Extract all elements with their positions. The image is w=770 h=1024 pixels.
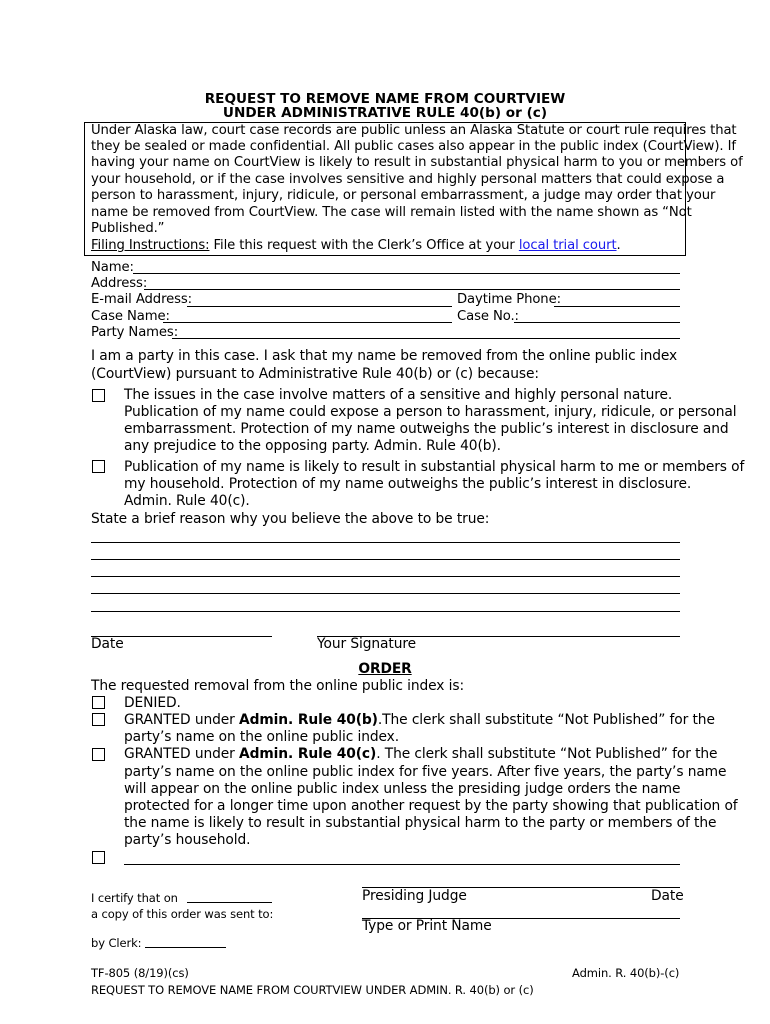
order-intro: The requested removal from the online public index is:: [91, 678, 464, 694]
case-no-label: Case No.:: [457, 309, 519, 324]
granted-40b-line-1: GRANTED under Admin. Rule 40(b).The clerk shall substitute “Not Published” for the: [124, 712, 715, 728]
certify-date-field[interactable]: [187, 902, 272, 903]
intro-line-7: Published.”: [91, 221, 165, 236]
filing-instructions-text: File this request with the Clerk’s Office at your: [209, 238, 519, 253]
daytime-phone-field[interactable]: [554, 306, 680, 307]
reason-line-1[interactable]: [91, 542, 680, 543]
granted-40c-line-6: party’s household.: [124, 832, 251, 848]
option-40b-line-2: Publication of my name could expose a person to harassment, injury, ridicule, or personal: [124, 404, 737, 420]
granted-40c-line-5: the name is likely to result in substantial physical harm to the party or members of the: [124, 815, 717, 831]
intro-line-4: your household, or if the case involves sensitive and highly personal matters that could expose a: [91, 172, 725, 187]
certify-label: I certify that on: [91, 891, 178, 905]
intro-line-2: they be sealed or made confidential. All public cases also appear in the public index (CourtView). If: [91, 139, 736, 154]
copy-sent-label: a copy of this order was sent to:: [91, 907, 274, 921]
order-heading: ORDER: [358, 661, 412, 677]
name-label: Name:: [91, 260, 134, 275]
intro-line-5: person to harassment, injury, ridicule, or personal embarrassment, a judge may order that your: [91, 188, 716, 203]
granted-40b-line-2: party’s name on the online public index.: [124, 729, 400, 745]
reason-line-3[interactable]: [91, 576, 680, 577]
request-line-2: (CourtView) pursuant to Administrative Rule 40(b) or (c) because:: [91, 366, 539, 382]
option-40c-line-3: Admin. Rule 40(c).: [124, 493, 250, 509]
granted-40c-line-1: GRANTED under Admin. Rule 40(c). The clerk shall substitute “Not Published” for the: [124, 746, 718, 762]
granted-40c-line-4: protected for a longer time upon another request by the party showing that publication of: [124, 798, 738, 814]
filing-instructions-label: Filing Instructions:: [91, 238, 210, 253]
option-40b-line-4: any prejudice to the opposing party. Admin. Rule 40(b).: [124, 438, 501, 454]
type-print-name-label: Type or Print Name: [362, 918, 492, 934]
footer-form-title: REQUEST TO REMOVE NAME FROM COURTVIEW UNDER ADMIN. R. 40(b) or (c): [91, 983, 534, 997]
party-names-field[interactable]: [172, 338, 680, 339]
denied-checkbox[interactable]: [92, 696, 105, 709]
order-date-label: Date: [651, 888, 684, 904]
option-40c-checkbox[interactable]: [92, 460, 105, 473]
granted-40c-checkbox[interactable]: [92, 748, 105, 761]
date-label: Date: [91, 636, 124, 652]
case-no-field[interactable]: [514, 322, 680, 323]
rule-reference: Admin. R. 40(b)-(c): [572, 966, 680, 980]
reason-line-5[interactable]: [91, 611, 680, 612]
granted-40c-line-3: will appear on the online public index unless the presiding judge orders the name: [124, 781, 681, 797]
option-40b-line-1: The issues in the case involve matters of a sensitive and highly personal nature.: [124, 387, 673, 403]
party-names-label: Party Names:: [91, 325, 179, 340]
other-order-field[interactable]: [124, 864, 680, 865]
form-title-line2: UNDER ADMINISTRATIVE RULE 40(b) or (c): [222, 105, 548, 121]
case-name-field[interactable]: [163, 322, 452, 323]
option-40c-line-1: Publication of my name is likely to result in substantial physical harm to me or members of: [124, 459, 745, 475]
intro-line-6: name be removed from CourtView. The case will remain listed with the name shown as “Not: [91, 205, 692, 220]
request-line-1: I am a party in this case. I ask that my name be removed from the online public index: [91, 348, 678, 364]
granted-40c-line-2: party’s name on the online public index for five years. After five years, the party’s name: [124, 764, 727, 780]
reason-line-4[interactable]: [91, 593, 680, 594]
by-clerk-label: by Clerk:: [91, 936, 142, 950]
reason-line-2[interactable]: [91, 559, 680, 560]
intro-line-1: Under Alaska law, court case records are public unless an Alaska Statute or court rule requires that: [91, 123, 737, 138]
case-name-label: Case Name:: [91, 309, 170, 324]
email-label: E-mail Address:: [91, 292, 192, 307]
filing-instructions-end: .: [616, 238, 621, 253]
other-order-checkbox[interactable]: [92, 851, 105, 864]
option-40c-line-2: my household. Protection of my name outweighs the public’s interest in disclosure.: [124, 476, 692, 492]
email-field[interactable]: [187, 306, 452, 307]
granted-40b-checkbox[interactable]: [92, 713, 105, 726]
daytime-phone-label: Daytime Phone:: [457, 292, 561, 307]
local-trial-court-link[interactable]: local trial court: [518, 238, 617, 253]
option-40b-line-3: embarrassment. Protection of my name outweighs the public’s interest in disclosure and: [124, 421, 729, 437]
option-40b-checkbox[interactable]: [92, 389, 105, 402]
reason-prompt: State a brief reason why you believe the above to be true:: [91, 511, 490, 527]
address-field[interactable]: [144, 289, 680, 290]
by-clerk-field[interactable]: [145, 947, 226, 948]
signature-label: Your Signature: [317, 636, 416, 652]
intro-line-3: having your name on CourtView is likely to result in substantial physical harm to you or members of: [91, 155, 743, 170]
form-title-line1: REQUEST TO REMOVE NAME FROM COURTVIEW: [204, 91, 566, 107]
presiding-judge-label: Presiding Judge: [362, 888, 467, 904]
address-label: Address:: [91, 276, 148, 291]
denied-label: DENIED.: [124, 695, 181, 711]
filing-instructions: [91, 238, 621, 254]
name-field[interactable]: [133, 273, 680, 274]
form-number: TF-805 (8/19)(cs): [91, 966, 189, 980]
